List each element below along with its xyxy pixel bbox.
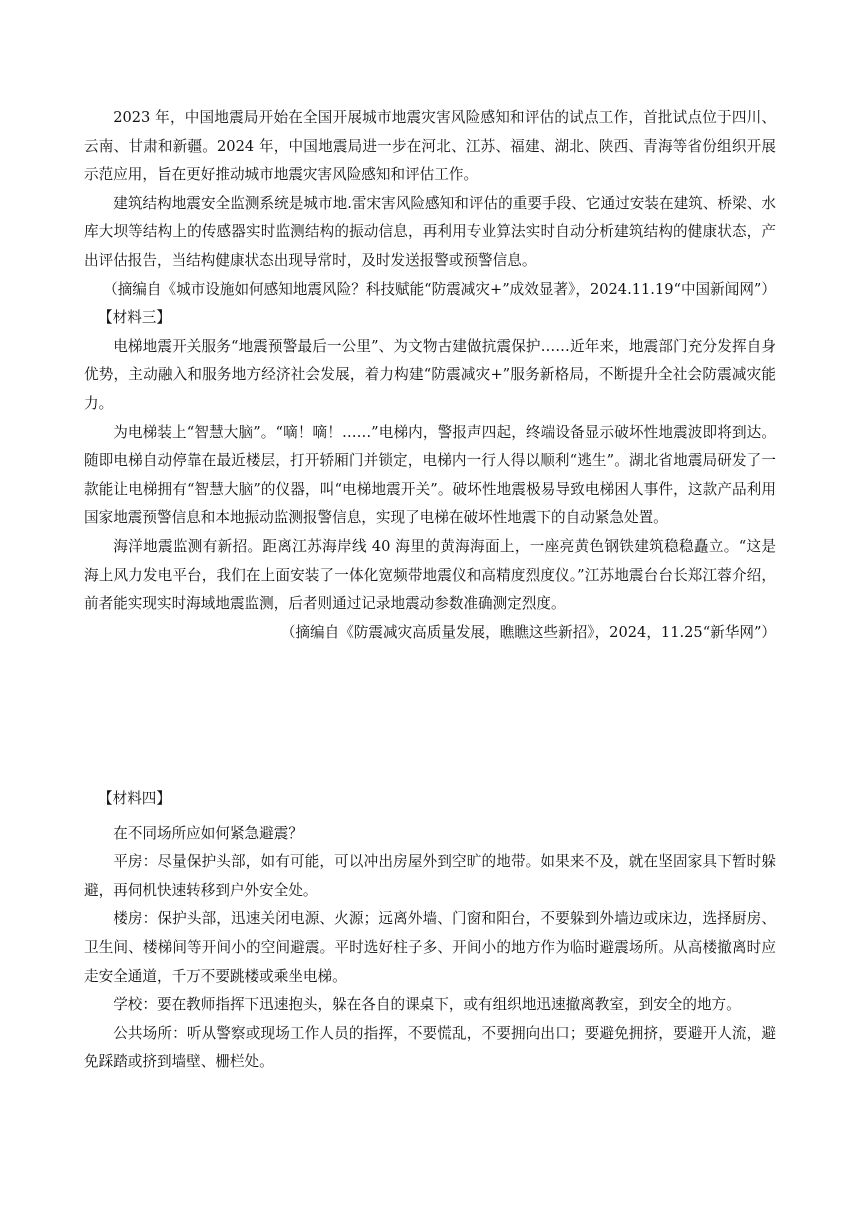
source-citation: （摘编自《城市设施如何感知地震风险？科技赋能“防震减灾+”成效显著》，2024.11.19“中国新闻网”）	[103, 280, 776, 298]
paragraph: 海洋地震监测有新招。距离江苏海岸线 40 海里的黄海海面上，一座亮黄色钢铁建筑稳稳矗立。“这是海上风力发电平台，我们在上面安装了一体化宽频带地震仪和高精度烈度仪。”江苏地震台台长郑江蓉介绍，前者能实现实时海域地震监测，后者则通过记录地震动参数准确测定烈度。	[84, 537, 776, 613]
paragraph: 平房：尽量保护头部，如有可能，可以冲出房屋外到空旷的地带。如果来不及，就在坚固家具下暂时躲避，再伺机快速转移到户外安全处。	[84, 853, 776, 899]
paragraph: 公共场所：听从警察或现场工作人员的指挥，不要慌乱，不要拥向出口；要避免拥挤，要避开人流，避免踩踏或挤到墙壁、栅栏处。	[84, 1024, 776, 1071]
paragraph: 电梯地震开关服务“地震预警最后一公里”、为文物古建做抗震保护……近年来，地震部门充分发挥自身优势，主动融入和服务地方经济社会发展，着力构建“防震减灾+”服务新格局，不断提升全社会防震减灾能力。	[84, 337, 776, 412]
paragraph: 在不同场所应如何紧急避震？	[113, 824, 303, 842]
material-four	[84, 785, 776, 1077]
material-two-continued	[84, 104, 776, 647]
section-heading: 【材料三】	[98, 309, 171, 327]
paragraph: 楼房：保护头部，迅速关闭电源、火源；远离外墙、门窗和阳台，不要躲到外墙边或床边，选择厨房、卫生间、楼梯间等开间小的空间避震。平时选好柱子多、开间小的地方作为临时避震场所。从高楼撤离时应走安全通道，千万不要跳楼或乘坐电梯。	[84, 910, 776, 985]
section-heading: 【材料四】	[98, 790, 171, 807]
paragraph: 建筑结构地震安全监测系统是城市地.雷宋害风险感知和评估的重要手段、它通过安装在建筑、桥梁、水库大坝等结构上的传感器实时监测结构的振动信息，再利用专业算法实时自动分析建筑结构的健康状态，产出评估报告，当结构健康状态出现导常时，及时发送报警或预警信息。	[84, 194, 776, 269]
paragraph: 2023 年，中国地震局开始在全国开展城市地震灾害风险感知和评估的试点工作，首批试点位于四川、云南、甘肃和新疆。2024 年，中国地震局进一步在河北、江苏、福建、湖北、陕西、青海等省份组织开展示范应用，旨在更好推动城市地震灾害风险感知和评估工作。	[84, 109, 776, 184]
source-citation: （摘编自《防震减灾高质量发展，瞧瞧这些新招》，2024，11.25“新华网”）	[280, 623, 776, 641]
paragraph: 为电梯装上“智慧大脑”。“嘀！嘀！……”电梯内，警报声四起，终端设备显示破坏性地震波即将到达。随即电梯自动停靠在最近楼层，打开轿厢门并锁定，电梯内一行人得以顺利“逃生”。湖北省地震局研发了一款能让电梯拥有“智慧大脑”的仪器，叫“电梯地震开关”。破坏性地震极易导致电梯困人事件，这款产品利用国家地震预警信息和本地振动监测报警信息，实现了电梯在破坏性地震下的自动紧急处置。	[84, 423, 776, 527]
paragraph: 学校：要在教师指挥下迅速抱头，躲在各自的课桌下，或有组织地迅速撤离教室，到安全的地方。	[113, 996, 741, 1014]
